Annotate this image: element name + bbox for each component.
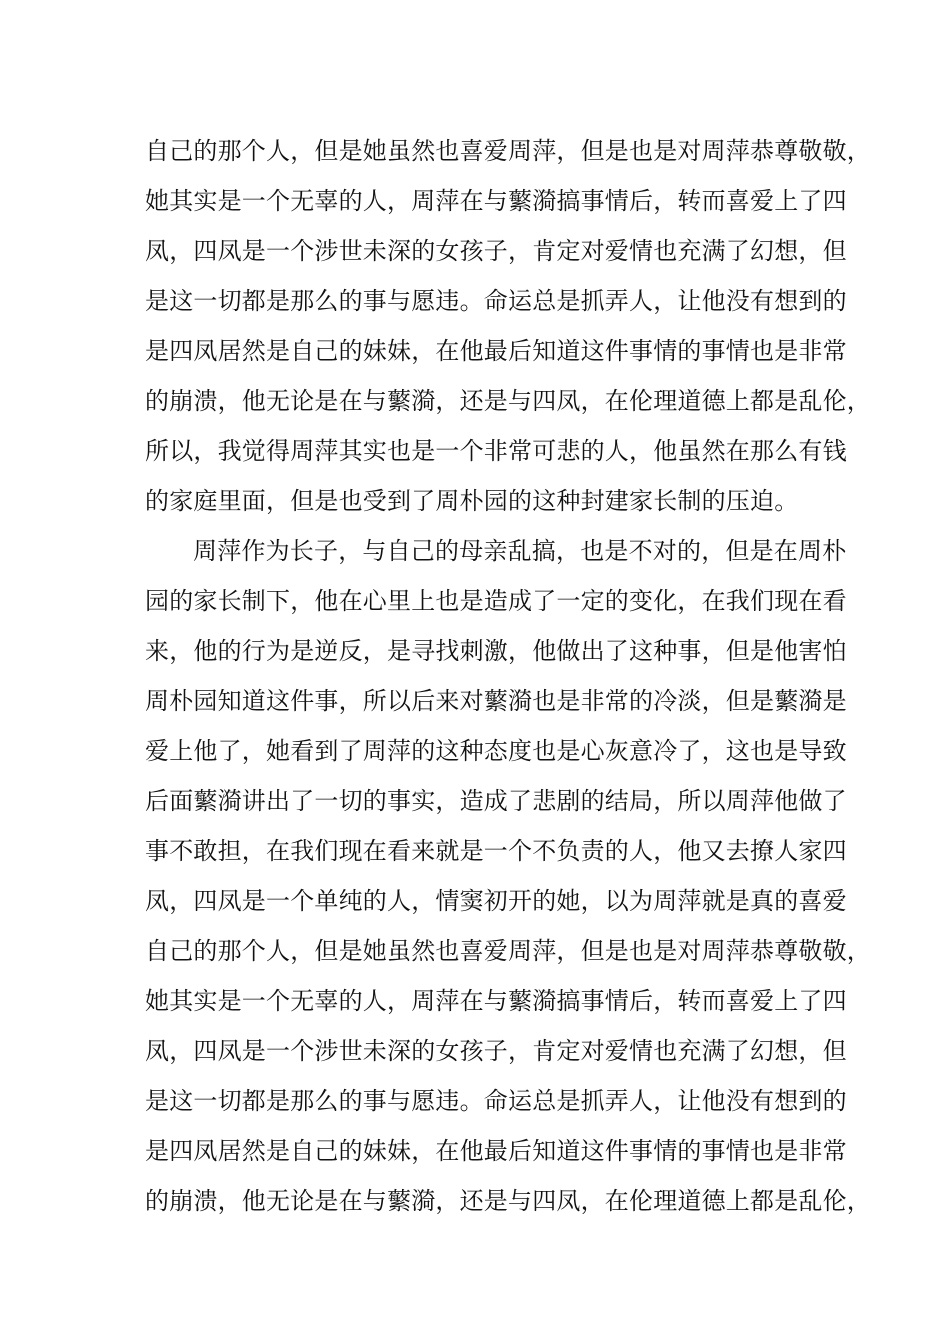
text-line: 后面蘩漪讲出了一切的事实，造成了悲剧的结局，所以周萍他做了	[145, 787, 847, 815]
document-body	[145, 126, 871, 1226]
text-line: 园的家长制下，他在心里上也是造成了一定的变化，在我们现在看	[145, 587, 847, 615]
text-line: 她其实是一个无辜的人，周萍在与蘩漪搞事情后，转而喜爱上了四	[145, 987, 847, 1015]
text-line: 凤，四凤是一个涉世未深的女孩子，肯定对爱情也充满了幻想，但	[145, 1037, 847, 1065]
text-line: 所以，我觉得周萍其实也是一个非常可悲的人，他虽然在那么有钱	[145, 437, 847, 465]
text-line: 的家庭里面，但是也受到了周朴园的这种封建家长制的压迫。	[145, 487, 799, 515]
text-line: 是这一切都是那么的事与愿违。命运总是抓弄人，让他没有想到的	[145, 1087, 847, 1115]
text-line: 爱上他了，她看到了周萍的这种态度也是心灰意冷了，这也是导致	[145, 737, 847, 765]
text-line: 的崩溃，他无论是在与蘩漪，还是与四凤，在伦理道德上都是乱伦，	[145, 387, 871, 415]
text-line: 自己的那个人，但是她虽然也喜爱周萍，但是也是对周萍恭尊敬敬，	[145, 137, 871, 165]
text-line: 是四凤居然是自己的妹妹，在他最后知道这件事情的事情也是非常	[145, 337, 847, 365]
text-line: 是四凤居然是自己的妹妹，在他最后知道这件事情的事情也是非常	[145, 1137, 847, 1165]
text-line: 她其实是一个无辜的人，周萍在与蘩漪搞事情后，转而喜爱上了四	[145, 187, 847, 215]
text-line: 自己的那个人，但是她虽然也喜爱周萍，但是也是对周萍恭尊敬敬，	[145, 937, 871, 965]
text-line: 来，他的行为是逆反，是寻找刺激，他做出了这种事，但是他害怕	[145, 637, 847, 665]
text-line: 凤，四凤是一个涉世未深的女孩子，肯定对爱情也充满了幻想，但	[145, 237, 847, 265]
text-line: 是这一切都是那么的事与愿违。命运总是抓弄人，让他没有想到的	[145, 287, 847, 315]
text-line: 周朴园知道这件事，所以后来对蘩漪也是非常的冷淡，但是蘩漪是	[145, 687, 847, 715]
text-line: 凤，四凤是一个单纯的人，情窦初开的她，以为周萍就是真的喜爱	[145, 887, 847, 915]
text-line: 的崩溃，他无论是在与蘩漪，还是与四凤，在伦理道德上都是乱伦，	[145, 1187, 871, 1215]
text-line: 事不敢担，在我们现在看来就是一个不负责的人，他又去撩人家四	[145, 837, 847, 865]
paragraph-start-line: 周萍作为长子，与自己的母亲乱搞，也是不对的，但是在周朴	[193, 537, 847, 565]
